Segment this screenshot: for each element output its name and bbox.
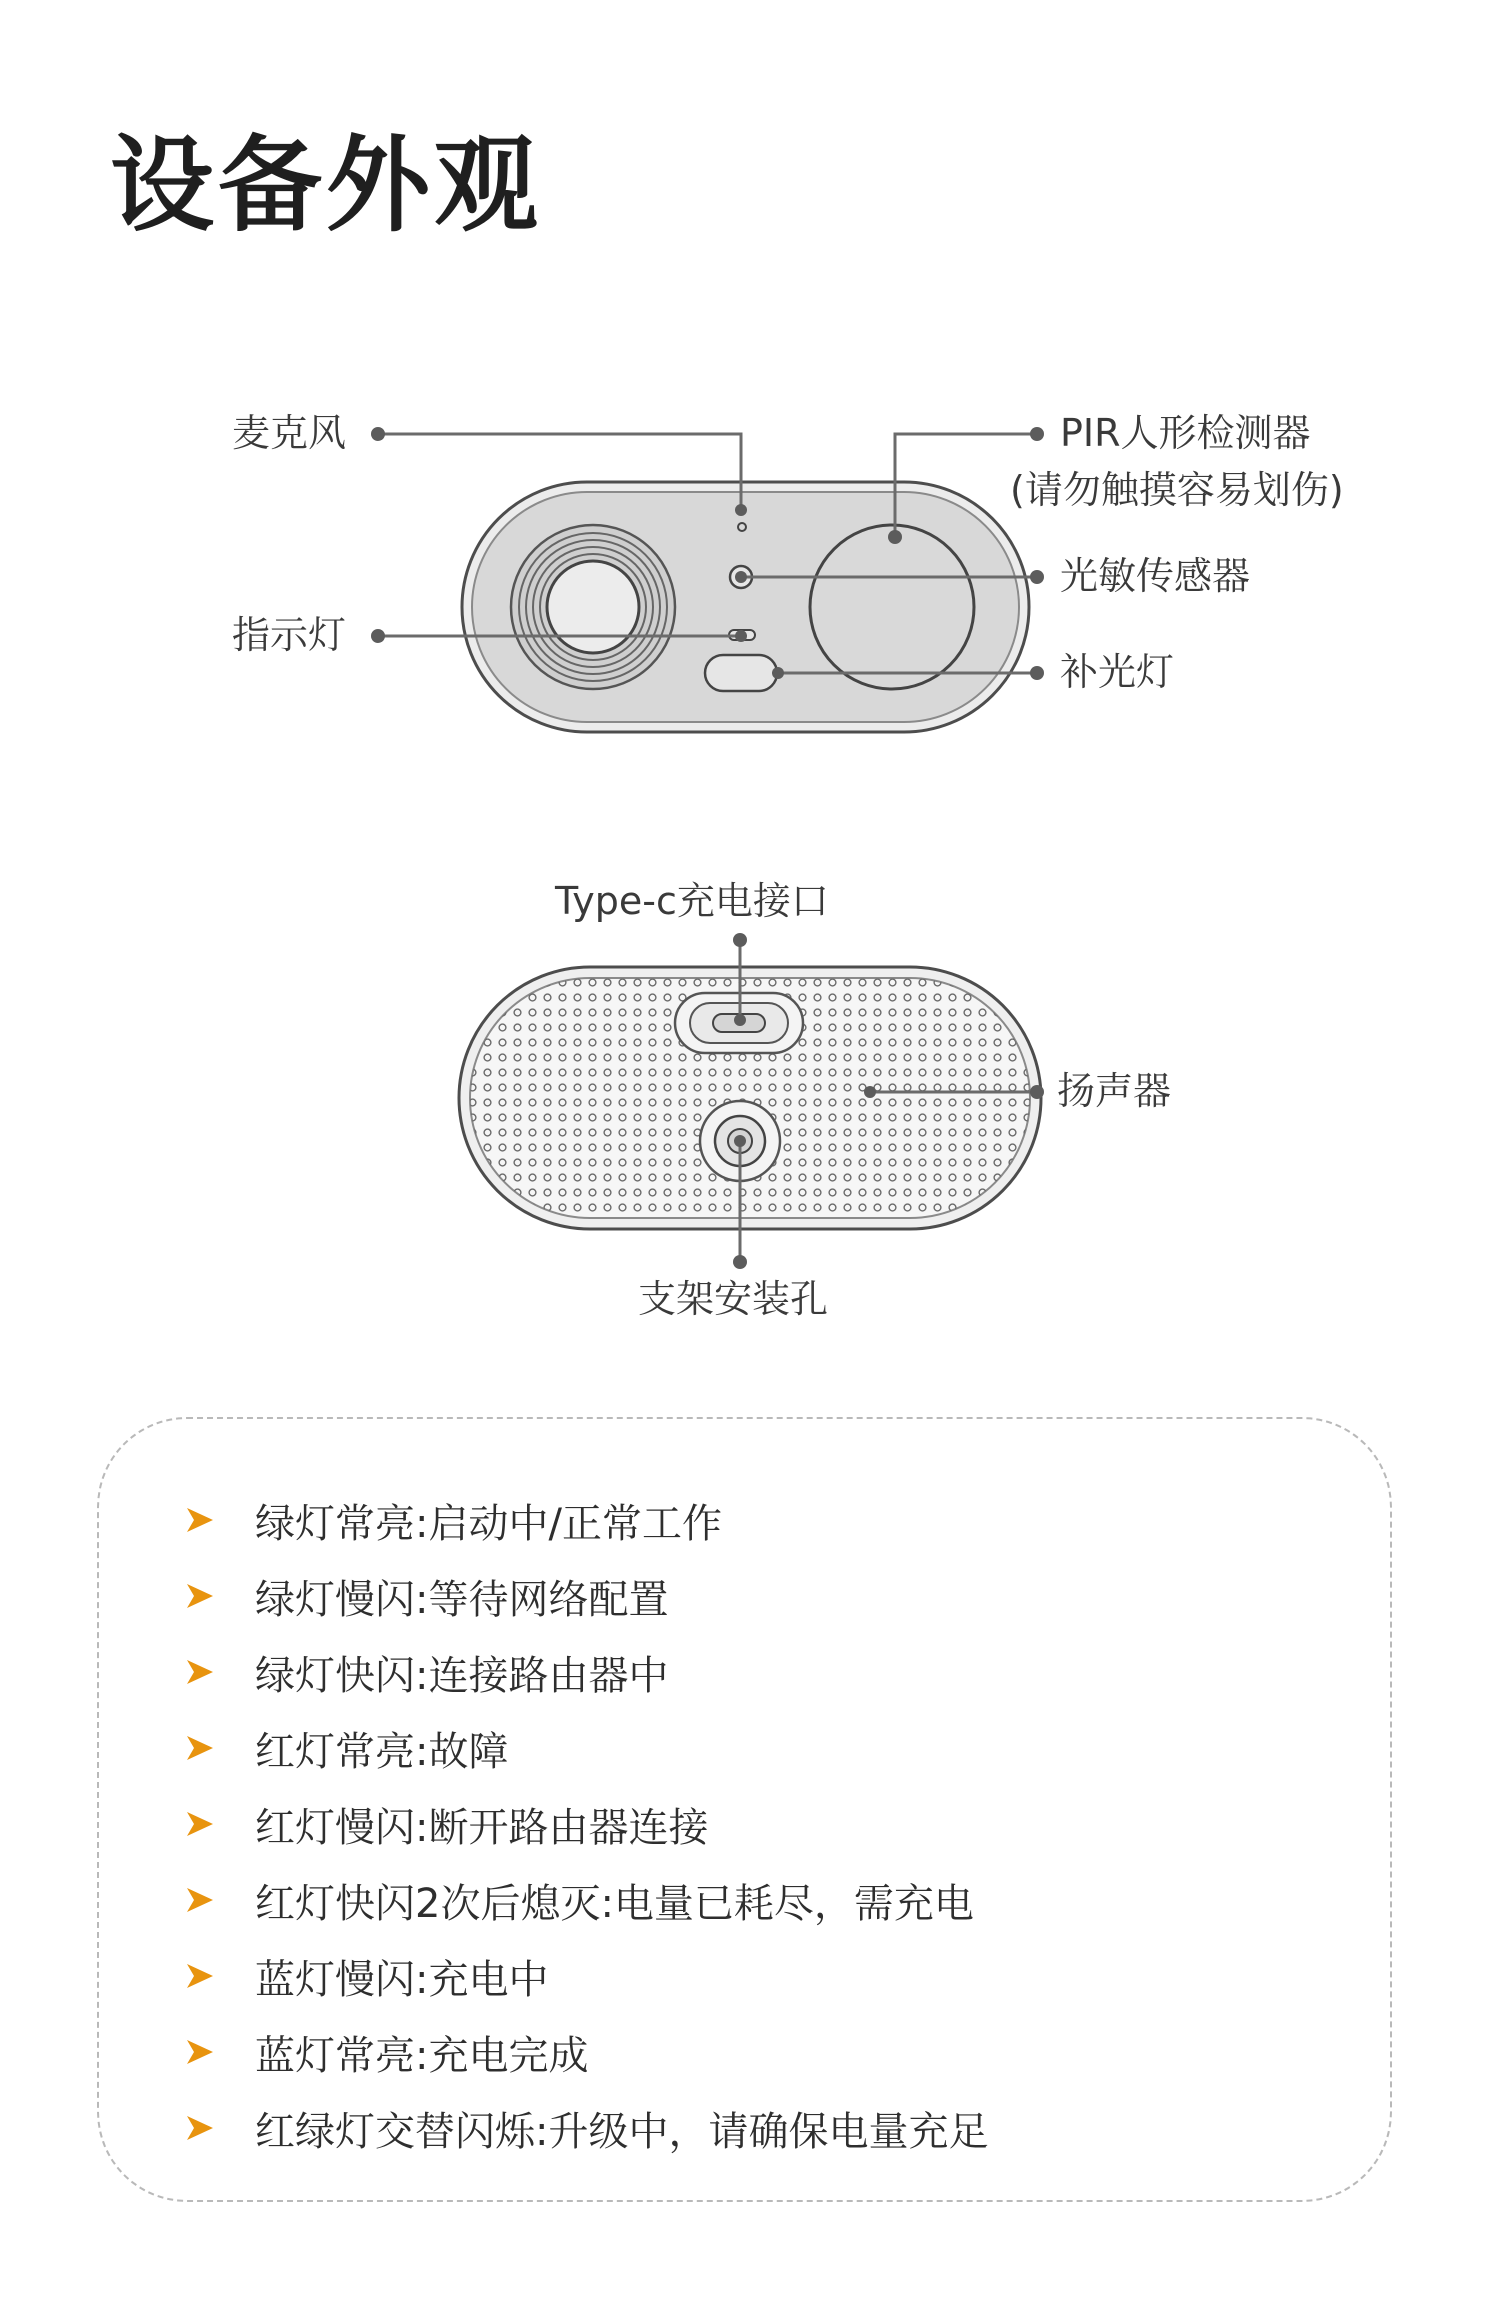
- status-legend-list: [185, 1482, 988, 2166]
- arrow-bullet-icon: [185, 1961, 215, 1991]
- camera-lens: [511, 525, 675, 689]
- list-item: [185, 1862, 988, 1938]
- legend-text: 红灯慢闪:断开路由器连接: [255, 1804, 709, 1851]
- legend-text: 蓝灯常亮:充电完成: [255, 2032, 589, 2079]
- legend-text: 绿灯慢闪:等待网络配置: [255, 1576, 669, 1623]
- arrow-bullet-icon: [185, 1885, 215, 1915]
- mount-hole-label: 支架安装孔: [638, 1277, 829, 1321]
- fill-light: [705, 655, 777, 691]
- arrow-bullet-icon: [185, 2113, 215, 2143]
- arrow-bullet-icon: [185, 1733, 215, 1763]
- front-view-device: [371, 427, 1044, 732]
- list-item: [185, 1558, 988, 1634]
- list-item: [185, 1938, 988, 2014]
- microphone-label: 麦克风: [232, 411, 347, 455]
- list-item: [185, 2090, 988, 2166]
- legend-text: 绿灯常亮:启动中/正常工作: [255, 1500, 722, 1547]
- arrow-bullet-icon: [185, 1505, 215, 1535]
- page-title: 设备外观: [110, 124, 543, 246]
- legend-text: 绿灯快闪:连接路由器中: [255, 1652, 669, 1699]
- arrow-bullet-icon: [185, 1809, 215, 1839]
- arrow-bullet-icon: [185, 1581, 215, 1611]
- list-item: [185, 1710, 988, 1786]
- arrow-bullet-icon: [185, 2037, 215, 2067]
- pir-warning-label: (请勿触摸容易划伤): [1010, 468, 1344, 512]
- indicator-label: 指示灯: [232, 613, 347, 657]
- pir-sensor: [810, 525, 974, 689]
- legend-text: 蓝灯慢闪:充电中: [255, 1956, 549, 2003]
- legend-text: 红绿灯交替闪烁:升级中，请确保电量充足: [255, 2108, 989, 2155]
- speaker-label: 扬声器: [1057, 1069, 1172, 1113]
- legend-text: 红灯常亮:故障: [255, 1728, 509, 1775]
- pir-label: PIR人形检测器: [1060, 411, 1311, 455]
- fill-light-label: 补光灯: [1060, 650, 1175, 694]
- list-item: [185, 1482, 988, 1558]
- light-sensor-label: 光敏传感器: [1060, 554, 1251, 598]
- back-view-device: [459, 933, 1044, 1269]
- list-item: [185, 1634, 988, 1710]
- typec-label: Type-c充电接口: [555, 879, 829, 923]
- list-item: [185, 1786, 988, 1862]
- list-item: [185, 2014, 988, 2090]
- legend-text: 红灯快闪2次后熄灭:电量已耗尽，需充电: [255, 1880, 974, 1927]
- arrow-bullet-icon: [185, 1657, 215, 1687]
